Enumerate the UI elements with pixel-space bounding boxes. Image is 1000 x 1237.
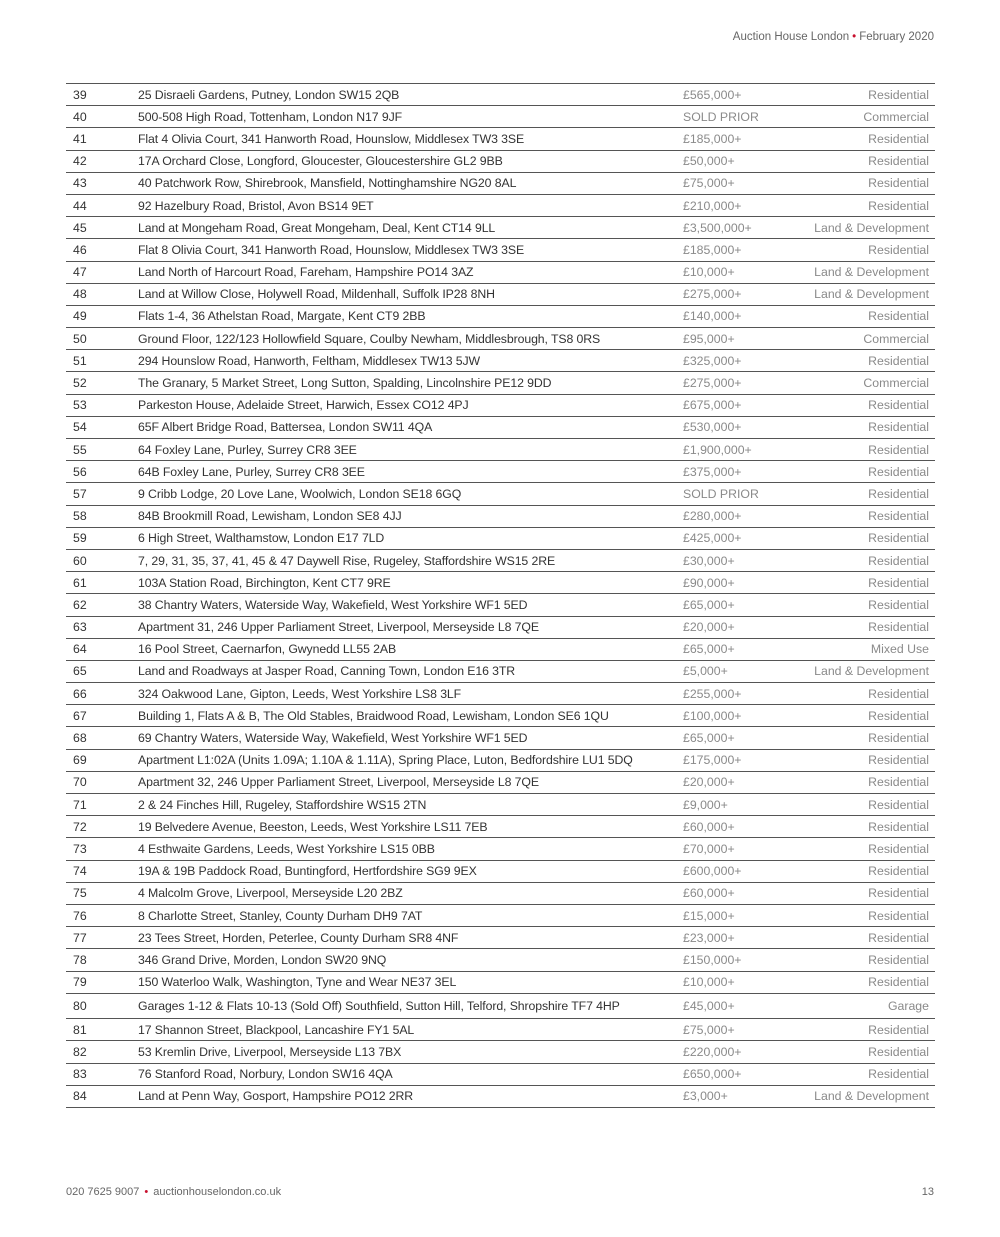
lot-property-type: Land & Development (814, 220, 929, 235)
lot-address: 150 Waterloo Walk, Washington, Tyne and Wear NE37 3EL (138, 975, 457, 990)
lot-address: 346 Grand Drive, Morden, London SW20 9NQ (138, 952, 387, 967)
lot-address: 6 High Street, Walthamstow, London E17 7LD (138, 531, 385, 546)
lot-property-type: Mixed Use (870, 642, 929, 657)
lot-number: 66 (73, 686, 87, 701)
lot-number: 63 (73, 620, 87, 635)
lot-number: 54 (73, 420, 87, 435)
table-row (66, 350, 935, 372)
lot-guide-price: £255,000+ (683, 686, 742, 701)
lot-guide-price: £280,000+ (683, 509, 742, 524)
table-row (66, 949, 935, 971)
table-row (66, 506, 935, 528)
lot-address: 2 & 24 Finches Hill, Rugeley, Staffordshire WS15 2TN (138, 797, 427, 812)
table-row (66, 417, 935, 439)
lot-address: Apartment 32, 246 Upper Parliament Street, Liverpool, Merseyside L8 7QE (138, 775, 539, 790)
table-row (66, 572, 935, 594)
lot-address: 19A & 19B Paddock Road, Buntingford, Hertfordshire SG9 9EX (138, 864, 477, 879)
page-footer (66, 1186, 281, 1198)
lot-number: 39 (73, 87, 87, 102)
lot-address: Parkeston House, Adelaide Street, Harwich, Essex CO12 4PJ (138, 398, 469, 413)
lot-number: 74 (73, 864, 87, 879)
table-row (66, 661, 935, 683)
lot-number: 77 (73, 930, 87, 945)
lot-number: 40 (73, 109, 87, 124)
lot-guide-price: £75,000+ (683, 1022, 735, 1037)
phone-number: 020 7625 9007 (66, 1186, 140, 1198)
lot-number: 75 (73, 886, 87, 901)
lot-number: 76 (73, 908, 87, 923)
lot-guide-price: £75,000+ (683, 176, 735, 191)
lot-number: 62 (73, 597, 87, 612)
lot-number: 48 (73, 287, 87, 302)
lot-property-type: Commercial (863, 331, 929, 346)
table-row (66, 106, 935, 128)
lot-number: 58 (73, 509, 87, 524)
table-row (66, 395, 935, 417)
lot-guide-price: £3,500,000+ (683, 220, 752, 235)
lot-property-type: Residential (868, 864, 929, 879)
lot-guide-price: £30,000+ (683, 553, 735, 568)
lot-number: 43 (73, 176, 87, 191)
lot-number: 73 (73, 841, 87, 856)
lot-property-type: Residential (868, 398, 929, 413)
lot-address: Flat 4 Olivia Court, 341 Hanworth Road, Hounslow, Middlesex TW3 3SE (138, 131, 525, 146)
lot-property-type: Residential (868, 353, 929, 368)
lot-property-type: Residential (868, 952, 929, 967)
lot-number: 79 (73, 975, 87, 990)
lot-property-type: Land & Development (814, 287, 929, 302)
lot-property-type: Residential (868, 1067, 929, 1082)
lot-address: Flat 8 Olivia Court, 341 Hanworth Road, Hounslow, Middlesex TW3 3SE (138, 242, 525, 257)
lot-guide-price: £3,000+ (683, 1089, 728, 1104)
table-row (66, 883, 935, 905)
lot-number: 82 (73, 1044, 87, 1059)
lot-property-type: Residential (868, 775, 929, 790)
lot-property-type: Residential (868, 464, 929, 479)
lot-property-type: Residential (868, 975, 929, 990)
lot-address: 500-508 High Road, Tottenham, London N17 9JF (138, 109, 403, 124)
lot-address: 16 Pool Street, Caernarfon, Gwynedd LL55 2AB (138, 642, 397, 657)
table-row (66, 284, 935, 306)
lot-property-type: Residential (868, 309, 929, 324)
lot-property-type: Residential (868, 176, 929, 191)
lot-address: 64 Foxley Lane, Purley, Surrey CR8 3EE (138, 442, 357, 457)
lot-property-type: Garage (887, 998, 929, 1013)
lot-property-type: Land & Development (814, 664, 929, 679)
lot-address: Land at Penn Way, Gosport, Hampshire PO12 2RR (138, 1089, 414, 1104)
table-row (66, 483, 935, 505)
table-row (66, 594, 935, 616)
lot-address: 84B Brookmill Road, Lewisham, London SE8 4JJ (138, 509, 402, 524)
table-row (66, 239, 935, 261)
publication-date: February 2020 (859, 31, 934, 43)
table-row (66, 639, 935, 661)
lot-property-type: Residential (868, 797, 929, 812)
table-row (66, 173, 935, 195)
lot-address: 294 Hounslow Road, Hanworth, Feltham, Middlesex TW13 5JW (138, 353, 481, 368)
lot-property-type: Residential (868, 620, 929, 635)
lot-address: Ground Floor, 122/123 Hollowfield Square, Coulby Newham, Middlesbrough, TS8 0RS (138, 331, 601, 346)
lot-address: The Granary, 5 Market Street, Long Sutton, Spalding, Lincolnshire PE12 9DD (138, 376, 552, 391)
lot-address: 4 Malcolm Grove, Liverpool, Merseyside L20 2BZ (138, 886, 403, 901)
website-link[interactable]: auctionhouselondon.co.uk (153, 1186, 282, 1198)
lot-guide-price: £60,000+ (683, 819, 735, 834)
page-header (733, 31, 934, 43)
lot-property-type: Residential (868, 553, 929, 568)
lot-number: 53 (73, 398, 87, 413)
lot-address: 17A Orchard Close, Longford, Gloucester, Gloucestershire GL2 9BB (138, 154, 503, 169)
lot-number: 41 (73, 131, 87, 146)
lot-guide-price: £175,000+ (683, 753, 742, 768)
lot-number: 68 (73, 731, 87, 746)
table-row (66, 528, 935, 550)
lot-guide-price: £325,000+ (683, 353, 742, 368)
lot-number: 55 (73, 442, 87, 457)
lot-number: 61 (73, 575, 87, 590)
lot-address: 92 Hazelbury Road, Bristol, Avon BS14 9ET (138, 198, 374, 213)
lot-property-type: Residential (868, 198, 929, 213)
lot-guide-price: £425,000+ (683, 531, 742, 546)
lot-address: 7, 29, 31, 35, 37, 41, 45 & 47 Daywell Rise, Rugeley, Staffordshire WS15 2RE (138, 553, 556, 568)
lot-address: 9 Cribb Lodge, 20 Love Lane, Woolwich, London SE18 6GQ (138, 486, 462, 501)
lot-number: 56 (73, 464, 87, 479)
lot-address: 23 Tees Street, Horden, Peterlee, County Durham SR8 4NF (138, 930, 459, 945)
lot-property-type: Residential (868, 442, 929, 457)
lot-number: 65 (73, 664, 87, 679)
lot-property-type: Residential (868, 420, 929, 435)
table-row (66, 794, 935, 816)
lot-property-type: Residential (868, 819, 929, 834)
table-row (66, 750, 935, 772)
lot-guide-price: £65,000+ (683, 597, 735, 612)
lot-address: 17 Shannon Street, Blackpool, Lancashire FY1 5AL (138, 1022, 415, 1037)
table-row (66, 262, 935, 284)
table-row (66, 972, 935, 994)
lot-number: 80 (73, 998, 87, 1013)
lot-guide-price: £210,000+ (683, 198, 742, 213)
lot-number: 69 (73, 753, 87, 768)
lot-guide-price: £65,000+ (683, 731, 735, 746)
lot-property-type: Residential (868, 686, 929, 701)
lot-property-type: Residential (868, 509, 929, 524)
lot-number: 50 (73, 331, 87, 346)
lot-guide-price: £185,000+ (683, 131, 742, 146)
lot-guide-price: £95,000+ (683, 331, 735, 346)
lot-address: 8 Charlotte Street, Stanley, County Durham DH9 7AT (138, 908, 423, 923)
lot-guide-price: £220,000+ (683, 1044, 742, 1059)
lot-guide-price: £65,000+ (683, 642, 735, 657)
lot-guide-price: £10,000+ (683, 975, 735, 990)
lot-guide-price: £185,000+ (683, 242, 742, 257)
lot-property-type: Residential (868, 886, 929, 901)
lot-property-type: Residential (868, 486, 929, 501)
lot-address: 40 Patchwork Row, Shirebrook, Mansfield, Nottinghamshire NG20 8AL (138, 176, 517, 191)
lot-guide-price: SOLD PRIOR (683, 109, 759, 124)
lot-number: 44 (73, 198, 87, 213)
table-row (66, 994, 935, 1020)
lot-address: Building 1, Flats A & B, The Old Stables, Braidwood Road, Lewisham, London SE6 1QU (138, 708, 609, 723)
lot-address: 65F Albert Bridge Road, Battersea, London SW11 4QA (138, 420, 433, 435)
lot-address: 25 Disraeli Gardens, Putney, London SW15 2QB (138, 87, 400, 102)
lot-address: Apartment L1:02A (Units 1.09A; 1.10A & 1.11A), Spring Place, Luton, Bedfordshire LU1 5DQ (138, 753, 633, 768)
lot-number: 70 (73, 775, 87, 790)
lot-guide-price: £23,000+ (683, 930, 735, 945)
lot-address: 69 Chantry Waters, Waterside Way, Wakefield, West Yorkshire WF1 5ED (138, 731, 528, 746)
lot-guide-price: £1,900,000+ (683, 442, 752, 457)
table-row (66, 838, 935, 860)
lot-number: 84 (73, 1089, 87, 1104)
lot-number: 64 (73, 642, 87, 657)
table-row (66, 128, 935, 150)
lot-guide-price: £100,000+ (683, 708, 742, 723)
table-row (66, 905, 935, 927)
lot-property-type: Residential (868, 753, 929, 768)
lot-number: 51 (73, 353, 87, 368)
lot-number: 47 (73, 265, 87, 280)
lot-property-type: Residential (868, 930, 929, 945)
lot-number: 59 (73, 531, 87, 546)
table-row (66, 727, 935, 749)
lot-number: 83 (73, 1067, 87, 1082)
lot-address: Garages 1-12 & Flats 10-13 (Sold Off) Southfield, Sutton Hill, Telford, Shropshire TF7 4HP (138, 998, 620, 1013)
lot-guide-price: £10,000+ (683, 265, 735, 280)
lot-guide-price: £20,000+ (683, 620, 735, 635)
table-row (66, 328, 935, 350)
lot-number: 45 (73, 220, 87, 235)
table-row (66, 151, 935, 173)
lot-property-type: Residential (868, 841, 929, 856)
lot-guide-price: £565,000+ (683, 87, 742, 102)
lot-guide-price: £9,000+ (683, 797, 728, 812)
lot-address: 76 Stanford Road, Norbury, London SW16 4QA (138, 1067, 393, 1082)
separator-dot: • (852, 31, 857, 43)
lot-number: 49 (73, 309, 87, 324)
lot-address: 53 Kremlin Drive, Liverpool, Merseyside L13 7BX (138, 1044, 402, 1059)
lot-address: 19 Belvedere Avenue, Beeston, Leeds, West Yorkshire LS11 7EB (138, 819, 488, 834)
table-row (66, 705, 935, 727)
table-row (66, 1086, 935, 1108)
lot-address: 64B Foxley Lane, Purley, Surrey CR8 3EE (138, 464, 365, 479)
table-row (66, 550, 935, 572)
lot-number: 72 (73, 819, 87, 834)
table-row (66, 217, 935, 239)
table-row (66, 861, 935, 883)
lot-number: 52 (73, 376, 87, 391)
lot-guide-price: £15,000+ (683, 908, 735, 923)
table-row (66, 195, 935, 217)
lot-guide-price: £90,000+ (683, 575, 735, 590)
page-number: 13 (921, 1186, 934, 1198)
lot-guide-price: £375,000+ (683, 464, 742, 479)
lot-number: 67 (73, 708, 87, 723)
table-row (66, 683, 935, 705)
lot-number: 71 (73, 797, 87, 812)
lot-property-type: Residential (868, 242, 929, 257)
lot-property-type: Residential (868, 731, 929, 746)
lot-property-type: Residential (868, 597, 929, 612)
table-row (66, 1041, 935, 1063)
table-row (66, 772, 935, 794)
table-row (66, 1064, 935, 1086)
publisher-name: Auction House London (732, 31, 850, 43)
lot-number: 81 (73, 1022, 87, 1037)
lot-guide-price: £600,000+ (683, 864, 742, 879)
lots-table (66, 83, 935, 1108)
lot-address: Land at Willow Close, Holywell Road, Mildenhall, Suffolk IP28 8NH (138, 287, 495, 302)
lot-number: 57 (73, 486, 87, 501)
table-row (66, 927, 935, 949)
lot-address: 103A Station Road, Birchington, Kent CT7 9RE (138, 575, 391, 590)
lot-address: 38 Chantry Waters, Waterside Way, Wakefield, West Yorkshire WF1 5ED (138, 597, 528, 612)
lot-guide-price: £20,000+ (683, 775, 735, 790)
table-row (66, 617, 935, 639)
lot-number: 46 (73, 242, 87, 257)
table-row (66, 372, 935, 394)
lot-property-type: Residential (868, 708, 929, 723)
lot-guide-price: £275,000+ (683, 287, 742, 302)
lot-property-type: Residential (868, 1022, 929, 1037)
lot-property-type: Residential (868, 531, 929, 546)
table-row (66, 461, 935, 483)
lot-number: 42 (73, 154, 87, 169)
table-row (66, 306, 935, 328)
lot-address: Flats 1-4, 36 Athelstan Road, Margate, Kent CT9 2BB (138, 309, 426, 324)
lot-guide-price: £150,000+ (683, 952, 742, 967)
lot-property-type: Commercial (863, 109, 929, 124)
lot-guide-price: £650,000+ (683, 1067, 742, 1082)
lot-guide-price: SOLD PRIOR (683, 486, 759, 501)
lot-property-type: Residential (868, 87, 929, 102)
lot-number: 78 (73, 952, 87, 967)
lot-guide-price: £275,000+ (683, 376, 742, 391)
lot-property-type: Land & Development (814, 265, 929, 280)
lot-guide-price: £140,000+ (683, 309, 742, 324)
lot-property-type: Commercial (863, 376, 929, 391)
lot-guide-price: £50,000+ (683, 154, 735, 169)
lot-address: Land at Mongeham Road, Great Mongeham, Deal, Kent CT14 9LL (138, 220, 496, 235)
separator-dot: • (144, 1186, 149, 1198)
lot-address: 4 Esthwaite Gardens, Leeds, West Yorkshire LS15 0BB (138, 841, 435, 856)
table-row (66, 1019, 935, 1041)
lot-property-type: Residential (868, 154, 929, 169)
lot-guide-price: £5,000+ (683, 664, 728, 679)
lot-address: 324 Oakwood Lane, Gipton, Leeds, West Yorkshire LS8 3LF (138, 686, 462, 701)
lot-guide-price: £70,000+ (683, 841, 735, 856)
lot-guide-price: £45,000+ (683, 998, 735, 1013)
lot-property-type: Residential (868, 131, 929, 146)
lot-address: Land North of Harcourt Road, Fareham, Hampshire PO14 3AZ (138, 265, 474, 280)
table-row (66, 439, 935, 461)
lot-property-type: Residential (868, 575, 929, 590)
lot-address: Land and Roadways at Jasper Road, Canning Town, London E16 3TR (138, 664, 516, 679)
lot-guide-price: £60,000+ (683, 886, 735, 901)
lot-property-type: Land & Development (814, 1089, 929, 1104)
table-row (66, 84, 935, 106)
lot-guide-price: £675,000+ (683, 398, 742, 413)
lot-guide-price: £530,000+ (683, 420, 742, 435)
lot-property-type: Residential (868, 1044, 929, 1059)
table-row (66, 816, 935, 838)
lot-address: Apartment 31, 246 Upper Parliament Street, Liverpool, Merseyside L8 7QE (138, 620, 539, 635)
lot-number: 60 (73, 553, 87, 568)
lot-property-type: Residential (868, 908, 929, 923)
